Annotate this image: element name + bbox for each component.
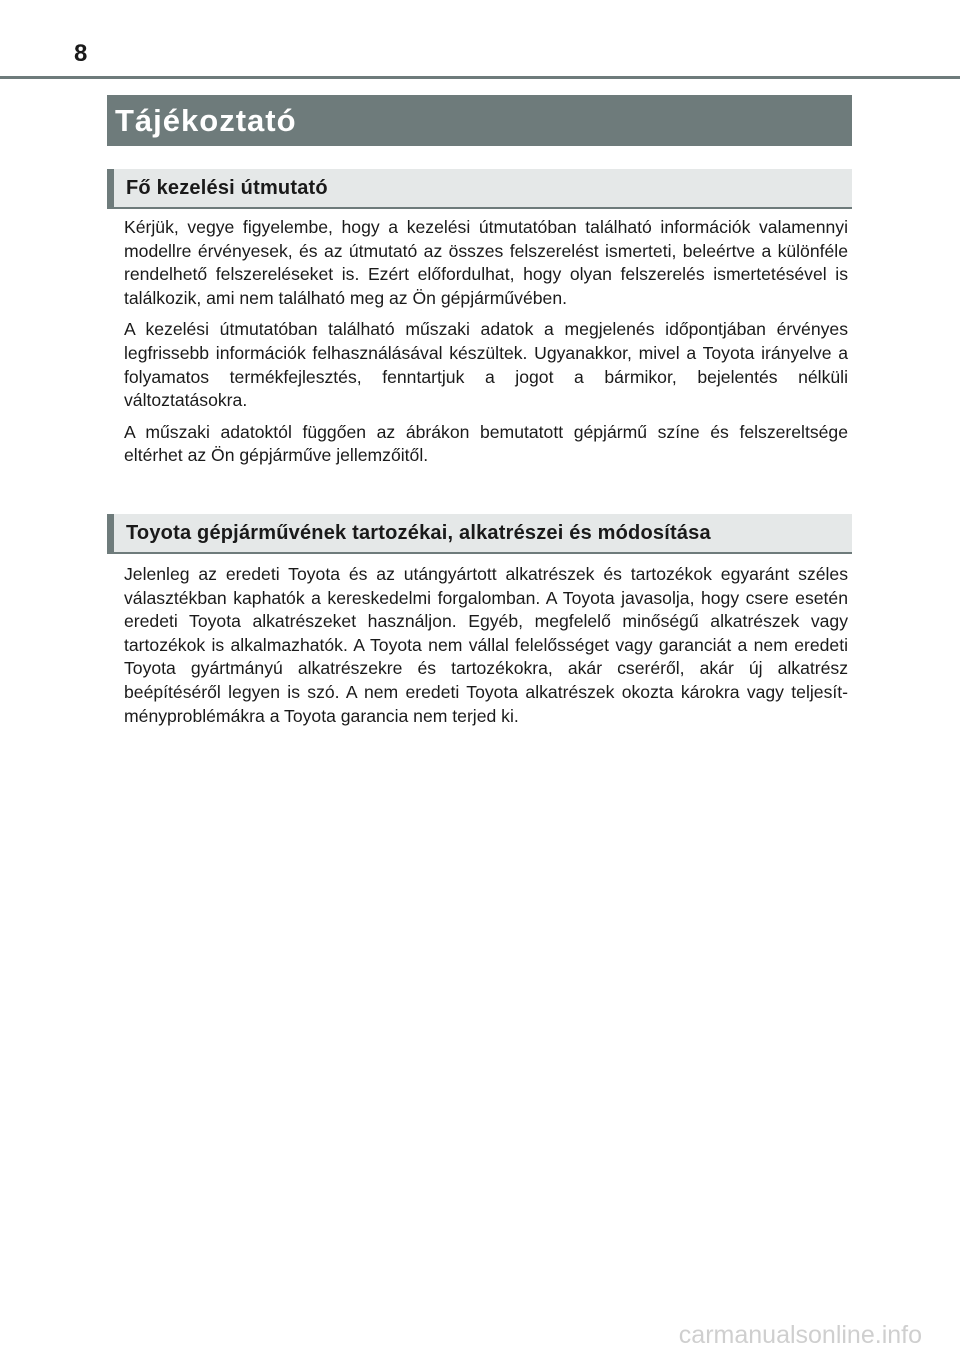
section-header-main-manual	[107, 169, 852, 209]
paragraph: Kérjük, vegye figyelembe, hogy a kezelési útmutatóban található információk valamennyi modellre érvényesek, és az útmutató az összes felszerelést ismerteti, beleértve a különféle rendelhető felszereléseket is. Ezért előfordulhat, hogy olyan felszerelés ismertetésével is találkozik, ami nem található meg az Ön gépjárművében.	[124, 217, 848, 308]
paragraph: Jelenleg az eredeti Toyota és az utángyártott alkatrészek és tartozékok egyaránt széles választékban kaphatók a kereskedelmi forgalomban. A Toyota javasolja, hogy csere esetén eredeti Toyota alkatrészeket használjon. Egyéb, megfelelő minőségű alkatrészek vagy tartozékok is alkalmazhatók. A Toyota nem vállal felelősséget vagy garanciát a nem eredeti Toyota gyártmányú alkatrészekre és tartozékokra, akár cseréről, akár új alkatrész beépítéséről legyen is szó. A nem eredeti Toyota alkatrészek okozta károkra vagy teljesítményproblémákra a Toyota garancia nem terjed ki.	[124, 564, 848, 726]
chapter-title: Tájékoztató	[115, 102, 297, 138]
paragraph: A műszaki adatoktól függően az ábrákon bemutatott gépjármű színe és felszereltsége eltérhet az Ön gépjárműve jellemzőitől.	[124, 421, 848, 466]
section-heading: Fő kezelési útmutató	[126, 176, 328, 199]
watermark-logo	[542, 1316, 922, 1352]
section-header-accessories	[107, 514, 852, 554]
section-body-main-manual	[124, 216, 848, 476]
section-body-accessories	[124, 563, 848, 736]
svg-text:carmanualsonline.info: carmanualsonline.info	[678, 1321, 922, 1349]
section-heading: Toyota gépjárművének tartozékai, alkatrészei és módosítása	[126, 521, 711, 544]
top-divider	[0, 76, 960, 79]
page-number: 8	[74, 40, 88, 67]
chapter-title-bar	[107, 95, 852, 146]
paragraph: A kezelési útmutatóban található műszaki adatok a megjelenés időpontjában érvényes legfrissebb információk felhasználásával készültek. Ugyanakkor, mivel a Toyota irányelve a folyamatos termékfejlesztés, fenntartjuk a jogot a bármikor, bejelentés nélküli változtatásokra.	[124, 319, 848, 411]
